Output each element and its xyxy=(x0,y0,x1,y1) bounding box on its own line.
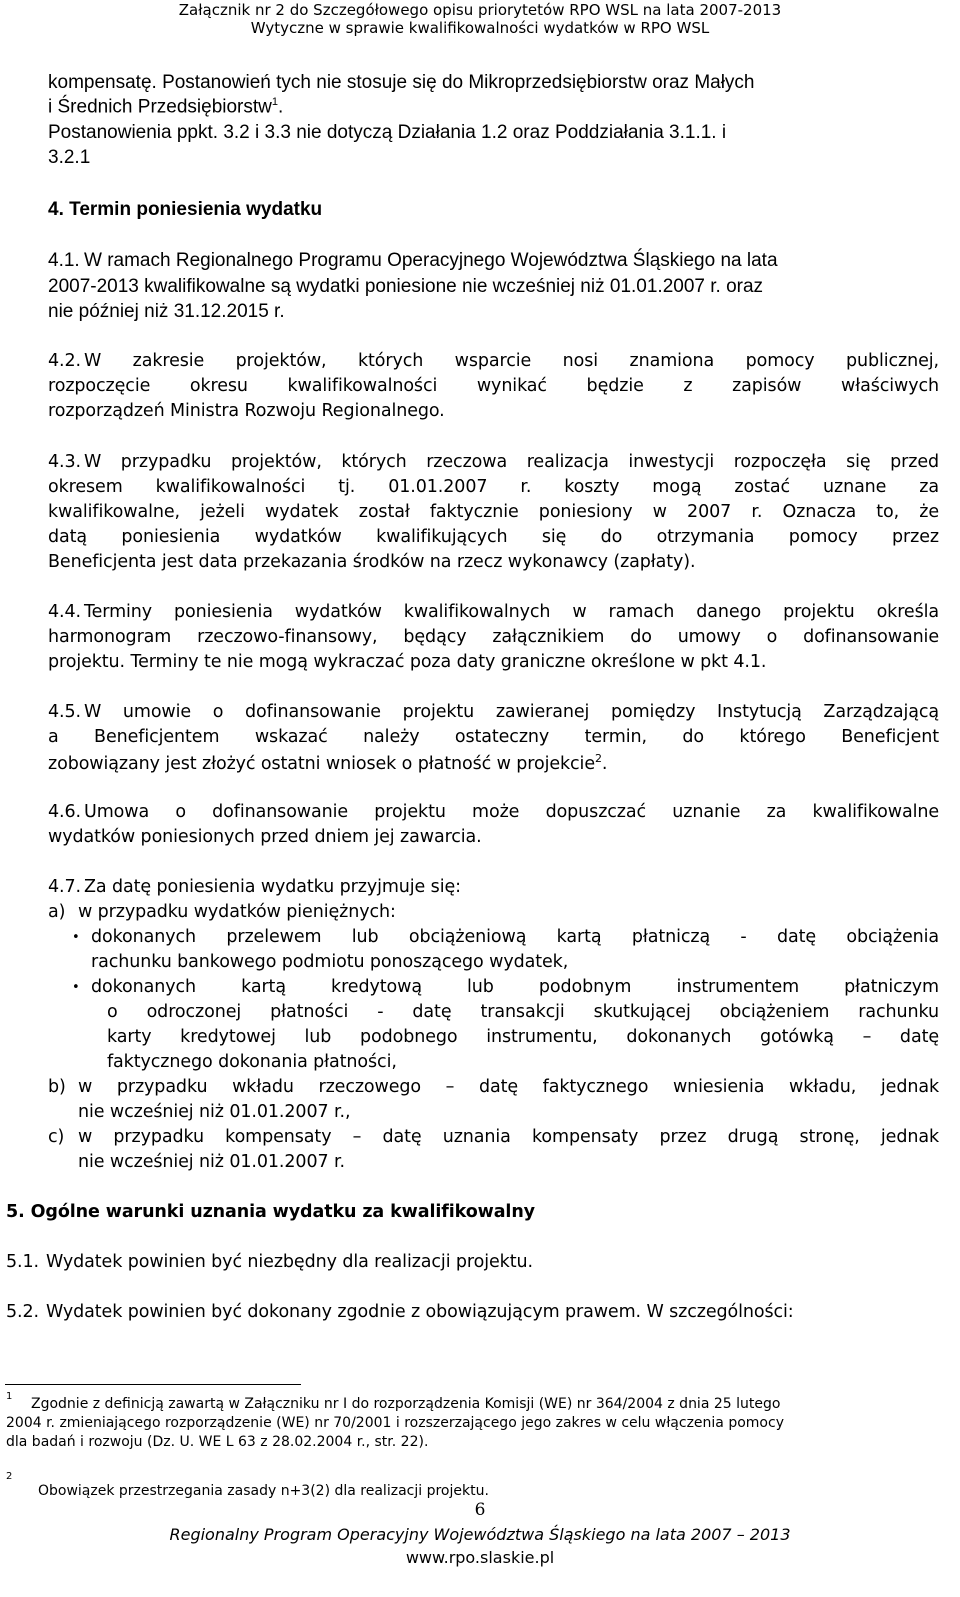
item-b-line-2: nie wcześniej niż 01.01.2007 r., xyxy=(78,1102,351,1122)
para-4-1-line-3: nie później niż 31.12.2015 r. xyxy=(48,301,285,322)
bullet-2-line-2: o odroczonej płatności - datę transakcji skutkującej obciążeniem rachunku xyxy=(107,1002,939,1022)
intro-line-1: kompensatę. Postanowień tych nie stosuje się do Mikroprzedsiębiorstw oraz Małych xyxy=(48,72,755,93)
item-a-label: a) xyxy=(48,902,66,922)
bullet-2-line-4: faktycznego dokonania płatności, xyxy=(107,1052,397,1072)
item-b-line-1: w przypadku wkładu rzeczowego – datę faktycznego wniesienia wkładu, jednak xyxy=(78,1077,939,1097)
para-4-7-intro: Za datę poniesienia wydatku przyjmuje się: xyxy=(84,877,461,897)
item-a-text: w przypadku wydatków pieniężnych: xyxy=(78,902,396,922)
para-4-2-number: 4.2. xyxy=(48,351,81,371)
para-4-6-number: 4.6. xyxy=(48,802,81,822)
section-5-title: 5. Ogólne warunki uznania wydatku za kwalifikowalny xyxy=(6,1202,535,1222)
para-4-4-line-2: harmonogram rzeczowo-finansowy, będący załącznikiem do umowy o dofinansowanie xyxy=(48,627,939,647)
para-4-3-number: 4.3. xyxy=(48,452,81,472)
para-4-2-line-3: rozporządzeń Ministra Rozwoju Regionalnego. xyxy=(48,401,445,421)
footnote-1-line-3: dla badań i rozwoju (Dz. U. WE L 63 z 28.02.2004 r., str. 22). xyxy=(6,1434,429,1450)
para-4-4-line-3: projektu. Terminy te nie mogą wykraczać poza daty graniczne określone w pkt 4.1. xyxy=(48,652,767,672)
para-4-5-number: 4.5. xyxy=(48,702,81,722)
footnote-2-text: Obowiązek przestrzegania zasady n+3(2) dla realizacji projektu. xyxy=(38,1483,489,1499)
para-4-1-number: 4.1. xyxy=(48,250,80,271)
para-4-2-line-2: rozpoczęcie okresu kwalifikowalności wynikać będzie z zapisów właściwych xyxy=(48,376,939,396)
bullet-2-line-1: dokonanych kartą kredytową lub podobnym instrumentem płatniczym xyxy=(91,977,939,997)
para-4-5-line-2: a Beneficjentem wskazać należy ostateczny termin, do którego Beneficjent xyxy=(48,727,939,747)
bullet-2-marker: • xyxy=(72,980,80,995)
intro-line-3: Postanowienia ppkt. 3.2 i 3.3 nie dotyczą Działania 1.2 oraz Poddziałania 3.1.1. i xyxy=(48,122,727,143)
footnote-separator xyxy=(5,1384,301,1385)
bullet-2-line-3: karty kredytowej lub podobnego instrumentu, dokonanych gotówką – datę xyxy=(107,1027,939,1047)
footer-url: www.rpo.slaskie.pl xyxy=(405,1548,555,1567)
bullet-1-line-1: dokonanych przelewem lub obciążeniową kartą płatniczą - datę obciążenia xyxy=(91,927,939,947)
bullet-1-marker: • xyxy=(72,930,80,945)
para-4-4-number: 4.4. xyxy=(48,602,81,622)
para-4-5-line-1: W umowie o dofinansowanie projektu zawieranej pomiędzy Instytucją Zarządzającą xyxy=(84,702,939,722)
footnote-2-marker: 2 xyxy=(6,1471,13,1482)
para-4-5-line-3: zobowiązany jest złożyć ostatni wniosek o płatność w projekcie$^2$. xyxy=(48,752,608,774)
item-c-line-2: nie wcześniej niż 01.01.2007 r. xyxy=(78,1152,345,1172)
para-4-1-line-1: W ramach Regionalnego Programu Operacyjnego Województwa Śląskiego na lata xyxy=(84,250,778,271)
intro-line-2: i Średnich Przedsiębiorstw$^1$. xyxy=(48,96,284,118)
para-5-2-text: Wydatek powinien być dokonany zgodnie z obowiązującym prawem. W szczególności: xyxy=(46,1302,794,1322)
para-4-3-line-4: datą poniesienia wydatków kwalifikujących się do otrzymania pomocy przez xyxy=(48,527,939,547)
para-4-7-number: 4.7. xyxy=(48,877,81,897)
header-line-1: Załącznik nr 2 do Szczegółowego opisu priorytetów RPO WSL na lata 2007-2013 xyxy=(178,1,782,19)
para-4-3-line-5: Beneficjenta jest data przekazania środków na rzecz wykonawcy (zapłaty). xyxy=(48,552,696,572)
para-4-3-line-1: W przypadku projektów, których rzeczowa realizacja inwestycji rozpoczęła się przed xyxy=(84,452,939,472)
bullet-1-line-2: rachunku bankowego podmiotu ponoszącego wydatek, xyxy=(91,952,569,972)
item-c-line-1: w przypadku kompensaty – datę uznania kompensaty przez drugą stronę, jednak xyxy=(78,1127,939,1147)
footnote-1-marker: 1 xyxy=(6,1391,13,1402)
para-4-6-line-2: wydatków poniesionych przed dniem jej zawarcia. xyxy=(48,827,482,847)
para-5-1-text: Wydatek powinien być niezbędny dla realizacji projektu. xyxy=(46,1252,533,1272)
para-5-2-number: 5.2. xyxy=(6,1302,39,1322)
intro-line-4: 3.2.1 xyxy=(48,147,91,168)
para-4-1-line-2: 2007-2013 kwalifikowalne są wydatki poniesione nie wcześniej niż 01.01.2007 r. oraz xyxy=(48,276,764,297)
page-number: 6 xyxy=(474,1500,486,1520)
para-4-2-line-1: W zakresie projektów, których wsparcie nosi znamiona pomocy publicznej, xyxy=(84,351,939,371)
header-line-2: Wytyczne w sprawie kwalifikowalności wydatków w RPO WSL xyxy=(250,19,710,37)
para-5-1-number: 5.1. xyxy=(6,1252,39,1272)
footnote-1-line-1: Zgodnie z definicją zawartą w Załączniku nr I do rozporządzenia Komisji (WE) nr 364/2004 z dnia 25 lutego xyxy=(31,1396,781,1412)
para-4-6-line-1: Umowa o dofinansowanie projektu może dopuszczać uznanie za kwalifikowalne xyxy=(84,802,939,822)
para-4-3-line-2: okresem kwalifikowalności tj. 01.01.2007 r. koszty mogą zostać uznane za xyxy=(48,477,939,497)
item-b-label: b) xyxy=(48,1077,66,1097)
section-4-title: 4. Termin poniesienia wydatku xyxy=(48,199,323,220)
para-4-4-line-1: Terminy poniesienia wydatków kwalifikowalnych w ramach danego projektu określa xyxy=(84,602,939,622)
item-c-label: c) xyxy=(48,1127,65,1147)
para-4-3-line-3: kwalifikowalne, jeżeli wydatek został faktycznie poniesiony w 2007 r. Oznacza to, że xyxy=(48,502,939,522)
footer-program-name: Regionalny Program Operacyjny Województwa Śląskiego na lata 2007 – 2013 xyxy=(169,1525,791,1544)
footnote-1-line-2: 2004 r. zmieniającego rozporządzenie (WE) nr 70/2001 i rozszerzającego jego zakres w celu włączenia pomocy xyxy=(6,1415,784,1431)
